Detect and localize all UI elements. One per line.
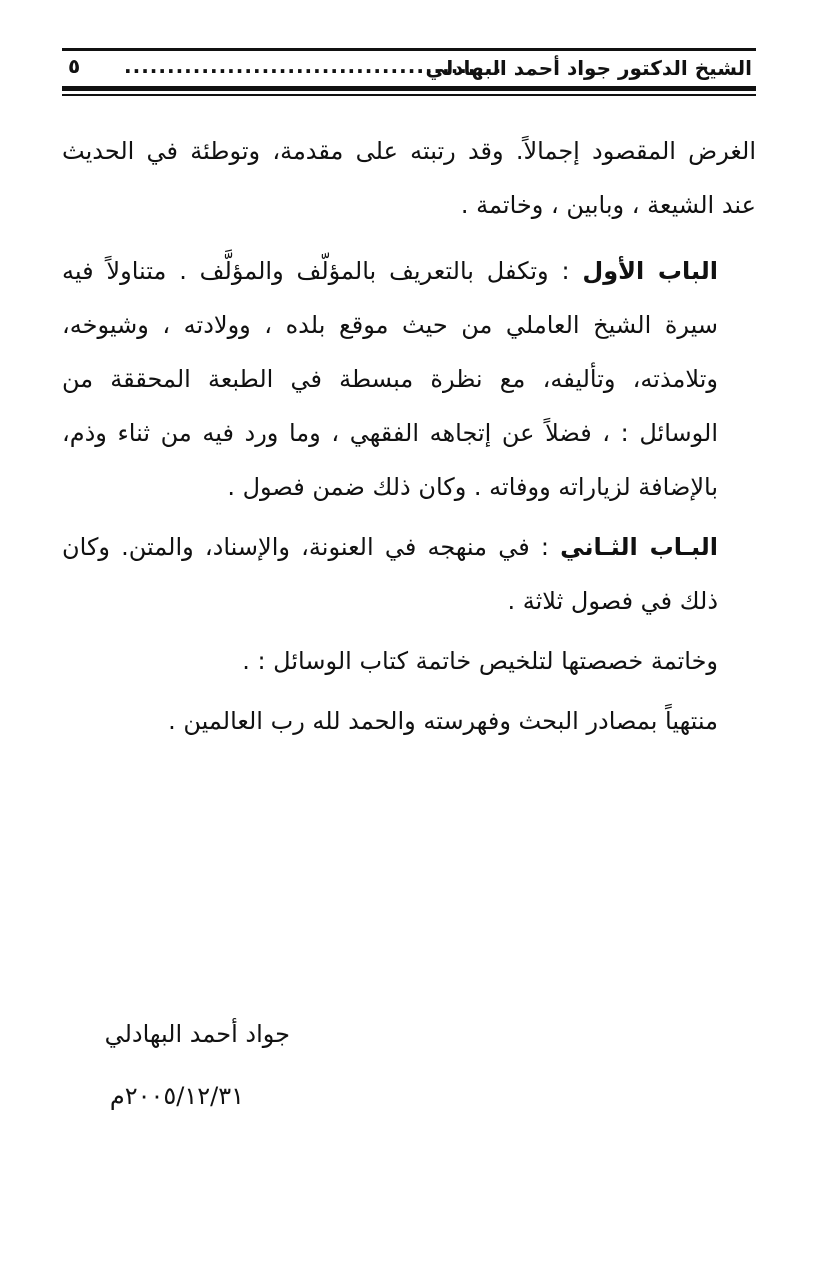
- paragraph-chapter-two: [62, 520, 756, 628]
- leader-dots: ............................................: [124, 54, 503, 78]
- chapter-one-heading: الباب الأول: [582, 257, 718, 285]
- page-header: [62, 40, 756, 96]
- header-rule-thin: [62, 94, 756, 96]
- header-top-rule: [62, 48, 756, 51]
- paragraph-intro: الغرض المقصود إجمالاً. وقد رتبته على مقدمة، وتوطئة في الحديث عند الشيعة ، وبابين ، وخاتمة .: [62, 137, 756, 219]
- header-rule: [62, 86, 756, 91]
- body-text: [62, 124, 756, 754]
- running-title: الشيخ الدكتور جواد أحمد البهادلي: [425, 56, 752, 80]
- page-number: ٥: [68, 54, 81, 78]
- chapter-one-text: : وتكفل بالتعريف بالمؤلّف والمؤلَّف . متناولاً فيه سيرة الشيخ العاملي من حيث موقع بلده ، وولادته ، وشيوخه، وتلامذته، وتأليفه، مع نظرة مبسطة في الطبعة المحققة من الوسائل : ، فضلاً عن إتجاهه الفقهي ، وما ورد فيه من ثناء وذم، بالإضافة لزياراته ووفاته . وكان ذلك ضمن فصول .: [62, 257, 718, 501]
- paragraph-chapter-one: [62, 244, 756, 514]
- chapter-two-heading: البـاب الثـاني: [560, 533, 718, 561]
- chapter-two-text: : في منهجه في العنونة، والإسناد، والمتن. وكان ذلك في فصول ثلاثة .: [62, 533, 718, 615]
- author-signature: جواد أحمد البهادلي: [104, 1020, 290, 1048]
- signature-date: ٢٠٠٥/١٢/٣١م: [109, 1082, 244, 1110]
- paragraph-ending: منتهياً بمصادر البحث وفهرسته والحمد لله رب العالمين .: [168, 707, 718, 735]
- paragraph-conclusion: وخاتمة خصصتها لتلخيص خاتمة كتاب الوسائل : .: [242, 647, 718, 675]
